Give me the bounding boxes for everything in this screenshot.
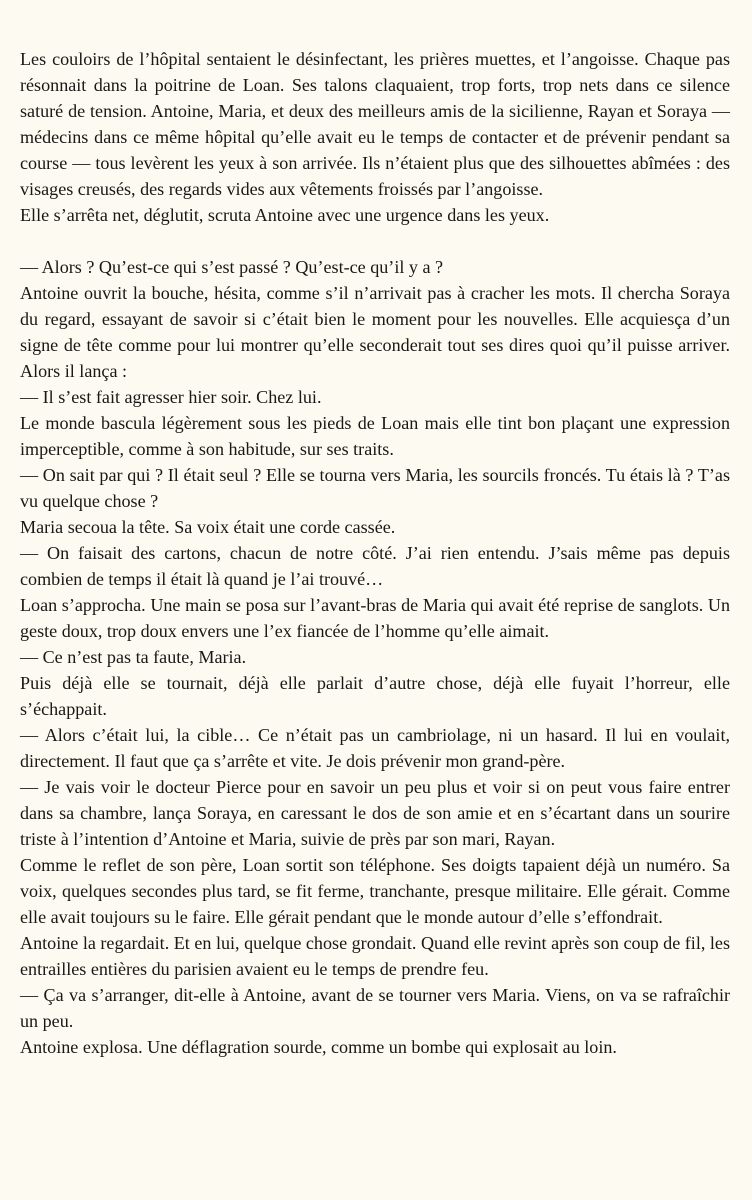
paragraph-3: — Alors ? Qu’est-ce qui s’est passé ? Qu’est-ce qu’il y a ? bbox=[20, 257, 444, 277]
paragraph-16: Antoine la regardait. Et en lui, quelque chose grondait. Quand elle revint après son coup de fil, les entrailles entières du parisien avaient eu le temps de prendre feu. bbox=[20, 933, 730, 979]
text-page bbox=[20, 46, 730, 1060]
blank-line bbox=[20, 228, 730, 254]
paragraph-17: — Ça va s’arranger, dit-elle à Antoine, avant de se tourner vers Maria. Viens, on va se rafraîchir un peu. bbox=[20, 985, 730, 1031]
paragraph-11: — Ce n’est pas ta faute, Maria. bbox=[20, 647, 247, 667]
paragraph-12: Puis déjà elle se tournait, déjà elle parlait d’autre chose, déjà elle fuyait l’horreur, elle s’échappait. bbox=[20, 673, 730, 719]
paragraph-7: — On sait par qui ? Il était seul ? Elle se tourna vers Maria, les sourcils froncés. Tu étais là ? T’as vu quelque chose ? bbox=[20, 465, 730, 511]
paragraph-4: Antoine ouvrit la bouche, hésita, comme s’il n’arrivait pas à cracher les mots. Il chercha Soraya du regard, essayant de savoir si c’était bien le moment pour les nouvelles. Elle acquiesça d’un signe de tête comme pour lui montrer qu’elle seconderait tout ses dires quoi qu’il puisse arriver. Alors il lança : bbox=[20, 283, 730, 381]
paragraph-2: Elle s’arrêta net, déglutit, scruta Antoine avec une urgence dans les yeux. bbox=[20, 205, 550, 225]
paragraph-18: Antoine explosa. Une déflagration sourde, comme un bombe qui explosait au loin. bbox=[20, 1037, 617, 1057]
paragraph-10: Loan s’approcha. Une main se posa sur l’avant-bras de Maria qui avait été reprise de sanglots. Un geste doux, trop doux envers une l’ex fiancée de l’homme qu’elle aimait. bbox=[20, 595, 730, 641]
paragraph-13: — Alors c’était lui, la cible… Ce n’était pas un cambriolage, ni un hasard. Il lui en voulait, directement. Il faut que ça s’arrête et vite. Je dois prévenir mon grand-père. bbox=[20, 725, 730, 771]
paragraph-6: Le monde bascula légèrement sous les pieds de Loan mais elle tint bon plaçant une expression imperceptible, comme à son habitude, sur ses traits. bbox=[20, 413, 730, 459]
paragraph-8: Maria secoua la tête. Sa voix était une corde cassée. bbox=[20, 517, 396, 537]
paragraph-5: — Il s’est fait agresser hier soir. Chez lui. bbox=[20, 387, 322, 407]
paragraph-15: Comme le reflet de son père, Loan sortit son téléphone. Ses doigts tapaient déjà un numéro. Sa voix, quelques secondes plus tard, se fit ferme, tranchante, presque militaire. Elle gérait. Comme elle avait toujours su le faire. Elle gérait pendant que le monde autour d’elle s’effondrait. bbox=[20, 855, 730, 927]
paragraph-14: — Je vais voir le docteur Pierce pour en savoir un peu plus et voir si on peut vous faire entrer dans sa chambre, lança Soraya, en caressant le dos de son amie et en s’écartant dans un sourire triste à l’intention d’Antoine et Maria, suivie de près par son mari, Rayan. bbox=[20, 777, 730, 849]
paragraph-9: — On faisait des cartons, chacun de notre côté. J’ai rien entendu. J’sais même pas depuis combien de temps il était là quand je l’ai trouvé… bbox=[20, 543, 730, 589]
paragraph-1: Les couloirs de l’hôpital sentaient le désinfectant, les prières muettes, et l’angoisse. Chaque pas résonnait dans la poitrine de Loan. Ses talons claquaient, trop forts, trop nets dans ce silence saturé de tension. Antoine, Maria, et deux des meilleurs amis de la sicilienne, Rayan et Soraya — médecins dans ce même hôpital qu’elle avait eu le temps de contacter et de prévenir pendant sa course — tous levèrent les yeux à son arrivée. Ils n’étaient plus que des silhouettes abîmées : des visages creusés, des regards vides aux vêtements froissés par l’angoisse. bbox=[20, 49, 730, 199]
